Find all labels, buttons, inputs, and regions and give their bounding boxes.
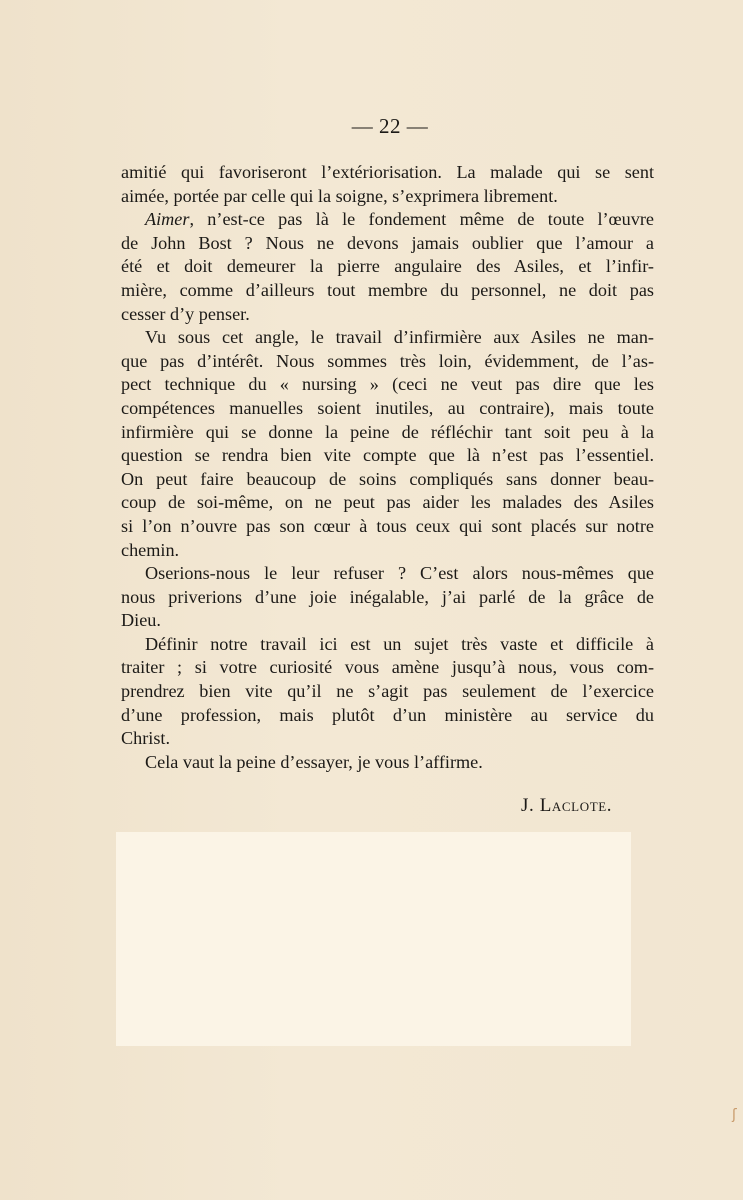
edge-mark-icon: ʃ <box>732 1107 737 1123</box>
emphasis-word: Aimer <box>145 209 190 230</box>
body-line: aimée, portée par celle qui la soigne, s’exprimera librement. <box>121 185 558 206</box>
body-line-emphasis <box>121 208 654 232</box>
body-line: mière, comme d’ailleurs tout membre du personnel, ne doit pas <box>121 279 654 300</box>
body-line: Définir notre travail ici est un sujet très vaste et difficile à <box>145 633 654 654</box>
body-line: nous priverions d’une joie inégalable, j’ai parlé de la grâce de <box>121 586 654 607</box>
page-number: — 22 — <box>351 114 429 138</box>
body-line: Cela vaut la peine d’essayer, je vous l’affirme. <box>145 751 483 772</box>
body-line-rest: , n’est-ce pas là le fondement même de toute l’œuvre <box>189 209 654 230</box>
body-line: cesser d’y penser. <box>121 303 250 324</box>
body-line: amitié qui favoriseront l’extériorisation. La malade qui se sent <box>121 162 654 182</box>
body-line: d’une profession, mais plutôt d’un ministère au service du <box>121 704 654 725</box>
body-line: que pas d’intérêt. Nous sommes très loin, évidemment, de l’as- <box>121 350 654 371</box>
body-line: pect technique du « nursing » (ceci ne veut pas dire que les <box>121 374 654 395</box>
body-line: chemin. <box>121 539 180 560</box>
body-line: infirmière qui se donne la peine de réfléchir tant soit peu à la <box>121 421 654 442</box>
body-line: Oserions-nous le leur refuser ? C’est alors nous-mêmes que <box>145 563 654 584</box>
body-line: question se rendra bien vite compte que là n’est pas l’essentiel. <box>121 445 654 466</box>
blank-panel <box>116 832 631 1046</box>
body-line: coup de soi-même, on ne peut pas aider les malades des Asiles <box>121 492 654 513</box>
body-line: Dieu. <box>121 610 161 631</box>
body-line: de John Bost ? Nous ne devons jamais oublier que l’amour a <box>121 232 654 253</box>
body-line: On peut faire beaucoup de soins compliqués sans donner beau- <box>121 468 654 489</box>
body-line: si l’on n’ouvre pas son cœur à tous ceux qui sont placés sur notre <box>121 515 654 536</box>
body-line: Vu sous cet angle, le travail d’infirmière aux Asiles ne man- <box>145 327 654 348</box>
body-line: été et doit demeurer la pierre angulaire des Asiles, et l’infir- <box>121 256 654 277</box>
article-body <box>121 161 654 774</box>
body-line: prendrez bien vite qu’il ne s’agit pas seulement de l’exercice <box>121 681 654 702</box>
body-line: Christ. <box>121 728 171 749</box>
author-initial: J. <box>521 795 535 816</box>
author-surname: Laclote. <box>539 795 613 816</box>
body-line: traiter ; si votre curiosité vous amène jusqu’à nous, vous com- <box>121 657 654 678</box>
body-line: compétences manuelles soient inutiles, au contraire), mais toute <box>121 397 654 418</box>
author-signature <box>521 795 612 817</box>
